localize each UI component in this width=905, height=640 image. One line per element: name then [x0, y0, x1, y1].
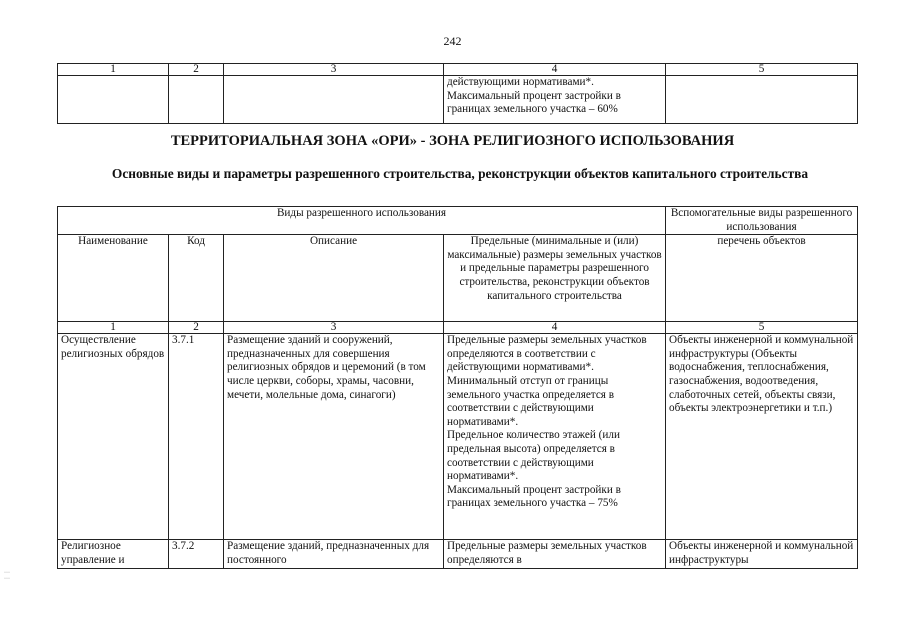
table-row — [58, 334, 858, 540]
group-header-permitted-uses: Виды разрешенного использования — [58, 207, 666, 235]
header-name: Наименование — [58, 235, 169, 322]
header-parameters: Предельные (минимальные и (или) максимальные) размеры земельных участков и предельные параметры разрешенного строительства, реконструкции объектов капитального строительства — [444, 235, 666, 322]
auxiliary-objects: Объекты инженерной и коммунальной инфраструктуры (Объекты водоснабжения, теплоснабжения, газоснабжения, водоотведения, слаботочных сетей, объекты связи, объекты электроэнергетики и т.п.) — [666, 334, 858, 540]
use-code: 3.7.2 — [169, 540, 224, 569]
scan-artifact: ··· ··· — [4, 570, 10, 582]
group-header-auxiliary-uses: Вспомогательные виды разрешенного использования — [666, 207, 858, 235]
section-title: Основные виды и параметры разрешенного строительства, реконструкции объектов капитального строительства — [111, 166, 809, 181]
table-header-row — [58, 64, 858, 76]
table-cell — [58, 76, 169, 124]
use-description: Размещение зданий и сооружений, предназначенных для совершения религиозных обрядов и церемоний (в том числе церкви, соборы, храмы, часовни, мечети, молельные дома, синагоги) — [224, 334, 444, 540]
table-row — [58, 540, 858, 569]
header-code: Код — [169, 235, 224, 322]
header-objects: перечень объектов — [666, 235, 858, 322]
permitted-use-table — [57, 206, 858, 569]
table-cell — [224, 76, 444, 124]
auxiliary-objects: Объекты инженерной и коммунальной инфраструктуры — [666, 540, 858, 569]
column-number: 2 — [169, 322, 224, 334]
group-header-row — [58, 207, 858, 235]
table-cell — [169, 76, 224, 124]
table-cell: действующими нормативами*. Максимальный процент застройки в границах земельного участка – 60% — [444, 76, 666, 124]
column-number: 2 — [169, 64, 224, 76]
column-number: 5 — [666, 322, 858, 334]
column-number: 1 — [58, 64, 169, 76]
column-number: 3 — [224, 64, 444, 76]
column-number-row — [58, 322, 858, 334]
zone-title: ТЕРРИТОРИАЛЬНАЯ ЗОНА «ОРИ» - ЗОНА РЕЛИГИОЗНОГО ИСПОЛЬЗОВАНИЯ — [170, 133, 735, 149]
column-number: 4 — [444, 322, 666, 334]
use-code: 3.7.1 — [169, 334, 224, 540]
continued-table — [57, 63, 858, 124]
column-number: 5 — [666, 64, 858, 76]
column-number: 4 — [444, 64, 666, 76]
column-number: 1 — [58, 322, 169, 334]
header-description: Описание — [224, 235, 444, 322]
column-number: 3 — [224, 322, 444, 334]
use-description: Размещение зданий, предназначенных для постоянного — [224, 540, 444, 569]
table-cell — [666, 76, 858, 124]
use-name: Осуществление религиозных обрядов — [58, 334, 169, 540]
use-name: Религиозное управление и — [58, 540, 169, 569]
use-parameters: Предельные размеры земельных участков определяются в соответствии с действующими нормативами*. Минимальный отступ от границы земельного участка определяется в соответствии с действующими нормативами*. Предельное количество этажей (или предельная высота) определяется в соответствии с действующими нормативами*. Максимальный процент застройки в границах земельного участка – 75% — [444, 334, 666, 540]
page-number: 242 — [443, 34, 462, 48]
use-parameters: Предельные размеры земельных участков определяются в — [444, 540, 666, 569]
table-row — [58, 76, 858, 124]
column-header-row — [58, 235, 858, 322]
